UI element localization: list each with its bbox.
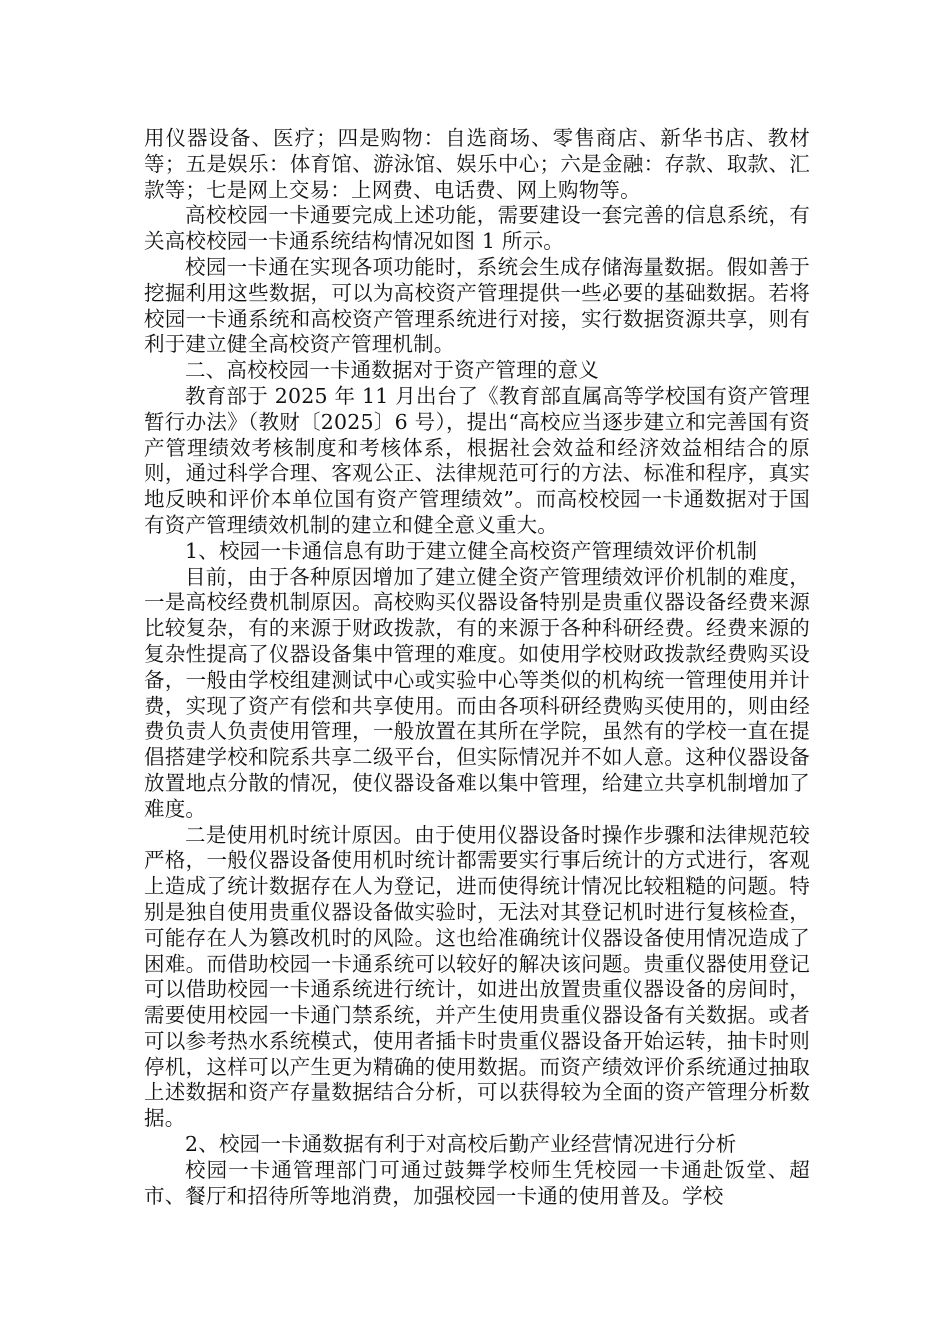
paragraph-ministry-policy: 教育部于 2025 年 11 月出台了《教育部直属高等学校国有资产管理暂行办法》（教财〔2025〕6 号），提出“高校应当逐步建立和完善国有资产管理绩效考核制度和考核体系，根据社会效益和经济效益相结合的原则，通过科学合理、客观公正、法律规范可行的方法、标准和程序，真实地反映和评价本单位国有资产管理绩效”。而高校校园一卡通数据对于国有资产管理绩效机制的建立和健全意义重大。 bbox=[144, 383, 810, 537]
paragraph-funding-mechanism: 目前，由于各种原因增加了建立健全资产管理绩效评价机制的难度，一是高校经费机制原因。高校购买仪器设备特别是贵重仪器设备经费来源比较复杂，有的来源于财政拨款，有的来源于各种科研经费。经费来源的复杂性提高了仪器设备集中管理的难度。如使用学校财政拨款经费购买设备，一般由学校组建测试中心或实验中心等类似的机构统一管理使用并计费，实现了资产有偿和共享使用。而由各项科研经费购买使用的，则由经费负责人负责使用管理，一般放置在其所在学院，虽然有的学校一直在提倡搭建学校和院系共享二级平台，但实际情况并不如人意。这种仪器设备放置地点分散的情况，使仪器设备难以集中管理，给建立共享机制增加了难度。 bbox=[144, 564, 810, 821]
paragraph-data-sharing: 校园一卡通在实现各项功能时，系统会生成存储海量数据。假如善于挖掘利用这些数据，可以为高校资产管理提供一些必要的基础数据。若将校园一卡通系统和高校资产管理系统进行对接，实行数据资源共享，则有利于建立健全高校资产管理机制。 bbox=[144, 254, 810, 357]
paragraph-usage-statistics: 二是使用机时统计原因。由于使用仪器设备时操作步骤和法律规范较严格，一般仪器设备使用机时统计都需要实行事后统计的方式进行，客观上造成了统计数据存在人为登记，进而使得统计情况比较粗糙的问题。特别是独自使用贵重仪器设备做实验时，无法对其登记机时进行复核检查，可能存在人为篡改机时的风险。这也给准确统计仪器设备使用情况造成了困难。而借助校园一卡通系统可以较好的解决该问题。贵重仪器使用登记可以借助校园一卡通系统进行统计，如进出放置贵重仪器设备的房间时，需要使用校园一卡通门禁系统，并产生使用贵重仪器设备有关数据。或者可以参考热水系统模式，使用者插卡时贵重仪器设备开始运转，抽卡时则停机，这样可以产生更为精确的使用数据。而资产绩效评价系统通过抽取上述数据和资产存量数据结合分析，可以获得较为全面的资产管理分析数据。 bbox=[144, 822, 810, 1131]
section-heading-2: 二、高校校园一卡通数据对于资产管理的意义 bbox=[185, 358, 599, 383]
document-body bbox=[144, 126, 810, 1209]
paragraph-services-list: 用仪器设备、医疗；四是购物：自选商场、零售商店、新华书店、教材等；五是娱乐：体育馆、游泳馆、娱乐中心；六是金融：存款、取款、汇款等；七是网上交易：上网费、电话费、网上购物等。 bbox=[144, 126, 810, 202]
paragraph-logistics-consumption: 校园一卡通管理部门可通过鼓舞学校师生凭校园一卡通赴饭堂、超市、餐厅和招待所等地消费，加强校园一卡通的使用普及。学校 bbox=[144, 1157, 810, 1208]
subsection-heading-2: 2、校园一卡通数据有利于对高校后勤产业经营情况进行分析 bbox=[185, 1132, 737, 1157]
paragraph-system-structure: 高校校园一卡通要完成上述功能，需要建设一套完善的信息系统，有关高校校园一卡通系统结构情况如图 1 所示。 bbox=[144, 203, 810, 254]
subsection-heading-1: 1、校园一卡通信息有助于建立健全高校资产管理绩效评价机制 bbox=[185, 538, 758, 563]
